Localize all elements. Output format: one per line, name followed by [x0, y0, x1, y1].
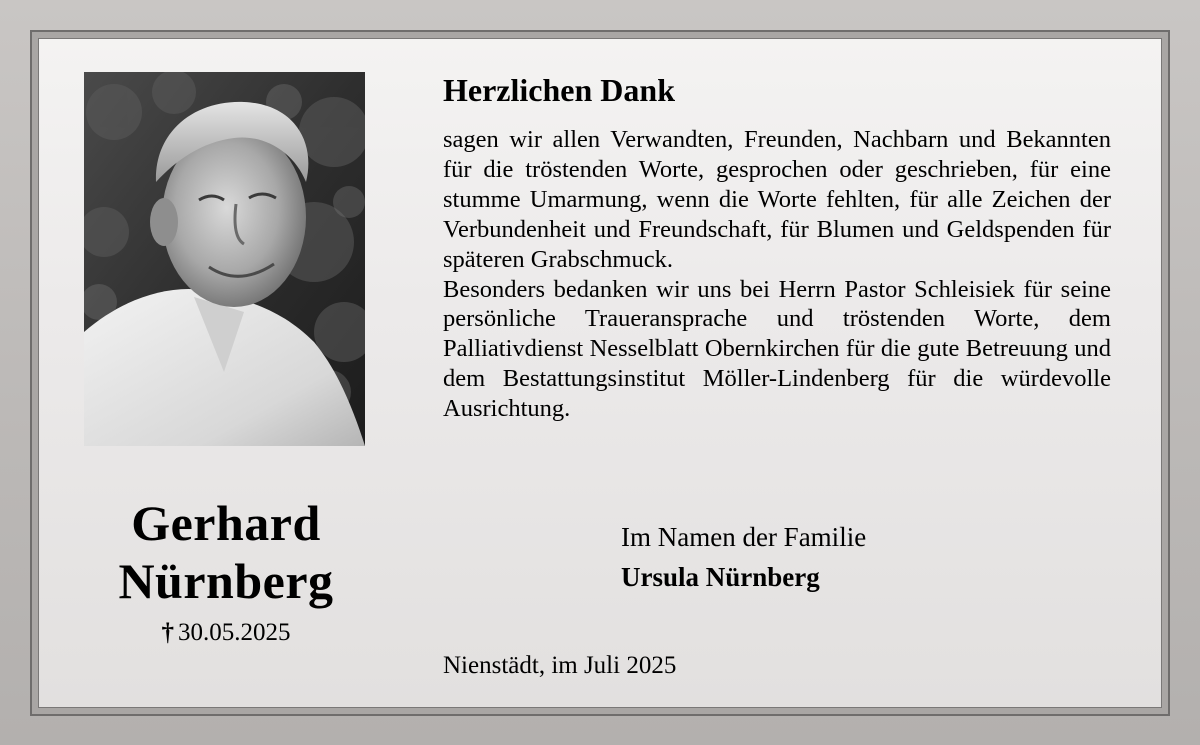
death-date-line [76, 618, 376, 648]
thanks-paragraph-1: sagen wir allen Verwandten, Freunden, Nachbarn und Bekannten für die tröstenden Worte, gesprochen oder geschrieben, für eine stumme Umarmung, wenn die Worte fehlten, für alle Zeichen der Verbundenheit und Freundschaft, für Blumen und Geldspenden für späteren Grabschmuck. [443, 126, 1111, 273]
notice-heading: Herzlichen Dank [443, 72, 675, 108]
deceased-first-name: Gerhard [131, 495, 321, 551]
notice-body [443, 125, 1111, 424]
notice-panel [38, 38, 1162, 708]
signature-intro: Im Namen der Familie [621, 522, 867, 552]
thanks-paragraph-2: Besonders bedanken wir uns bei Herrn Pastor Schleisiek für seine persönliche Traueransprache und tröstenden Worte, dem Palliativdienst Nesselblatt Obernkirchen für die gute Betreuung und dem Bestattungsinstitut Möller-Lindenberg für die würdevolle Ausrichtung. [443, 275, 1111, 423]
signer-name: Ursula Nürnberg [621, 562, 820, 592]
notice-frame [30, 30, 1170, 716]
portrait-photo [84, 72, 365, 446]
dagger-icon: † [161, 619, 174, 646]
deceased-name-block [76, 494, 376, 648]
death-date: 30.05.2025 [178, 619, 291, 646]
deceased-last-name: Nürnberg [118, 553, 334, 609]
signature-block [621, 517, 866, 597]
place-date: Nienstädt, im Juli 2025 [443, 652, 677, 679]
